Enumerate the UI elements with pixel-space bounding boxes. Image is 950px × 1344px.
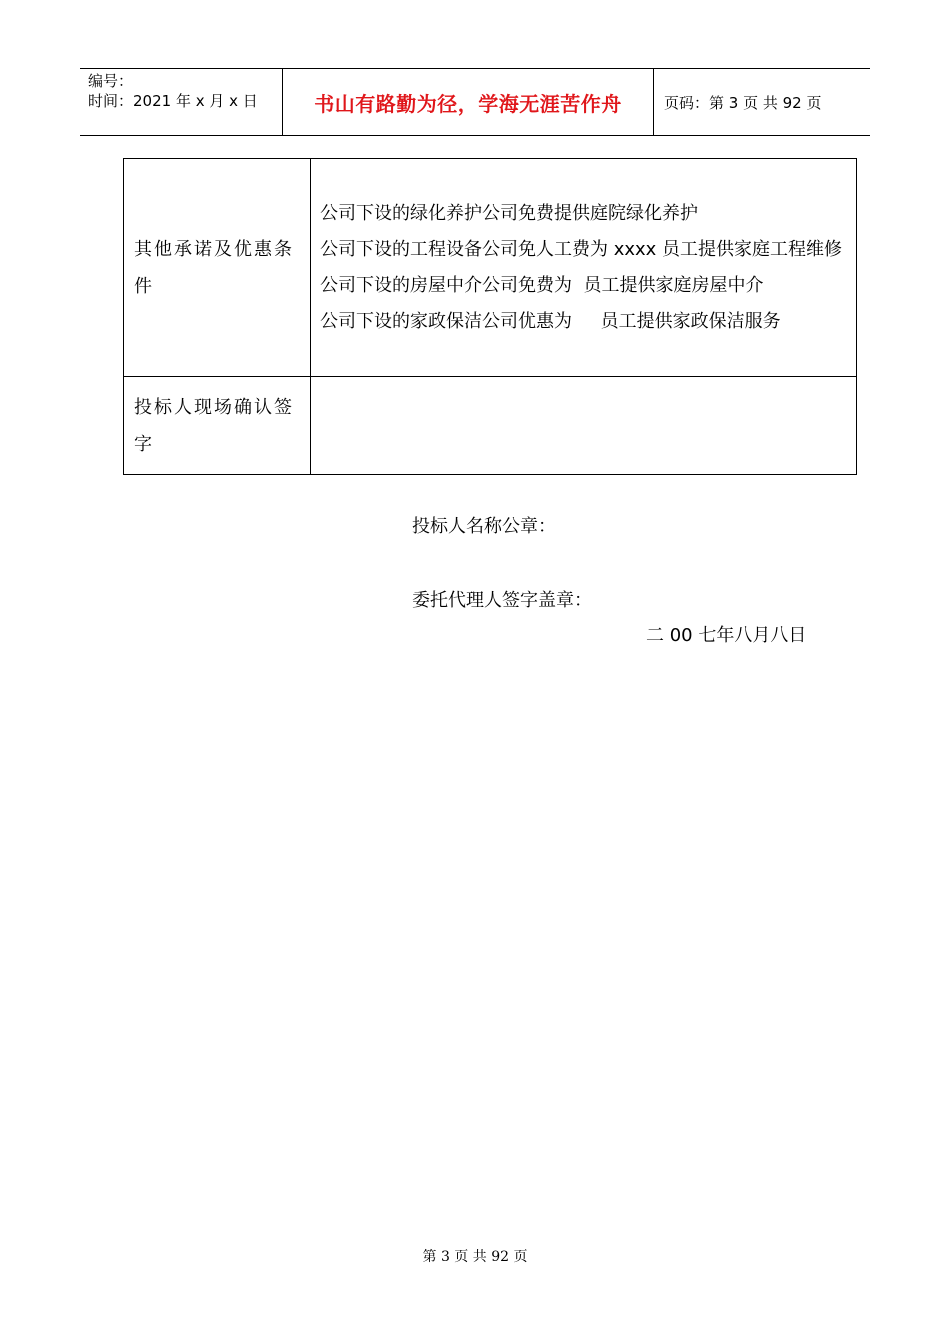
motto-text: 书山有路勤为径，学海无涯苦作舟	[314, 91, 622, 116]
commitment-line: 公司下设的家政保洁公司优惠为 员工提供家政保洁服务	[320, 310, 781, 332]
page-info: 页码：第 3 页 共 92 页	[664, 93, 822, 112]
row-content-other-commitments	[311, 159, 857, 377]
signature-date: 二 00 七年八月八日	[646, 625, 807, 646]
row-label-other-commitments: 其他承诺及优惠条件	[124, 159, 311, 377]
table-row	[124, 377, 857, 475]
commitment-table	[123, 158, 857, 475]
page-header	[80, 68, 870, 136]
header-page-info-cell	[654, 69, 870, 135]
commitment-line: 公司下设的房屋中介公司免费为 员工提供家庭房屋中介	[320, 274, 764, 296]
commitment-line: 公司下设的工程设备公司免人工费为 xxxx 员工提供家庭工程维修	[320, 238, 843, 260]
table-row	[124, 159, 857, 377]
page-footer: 第 3 页 共 92 页	[422, 1249, 528, 1265]
row-label-bidder-signature: 投标人现场确认签字	[124, 377, 311, 475]
header-motto-cell	[282, 69, 654, 135]
bidder-seal-label: 投标人名称公章：	[412, 516, 556, 537]
agent-seal-label: 委托代理人签字盖章：	[412, 590, 592, 611]
number-label: 编号：	[88, 72, 134, 90]
time-label: 时间：2021 年 x 月 x 日	[88, 92, 258, 110]
commitment-line: 公司下设的绿化养护公司免费提供庭院绿化养护	[320, 202, 698, 224]
header-meta	[80, 69, 282, 135]
bidder-signature-field	[311, 377, 857, 475]
